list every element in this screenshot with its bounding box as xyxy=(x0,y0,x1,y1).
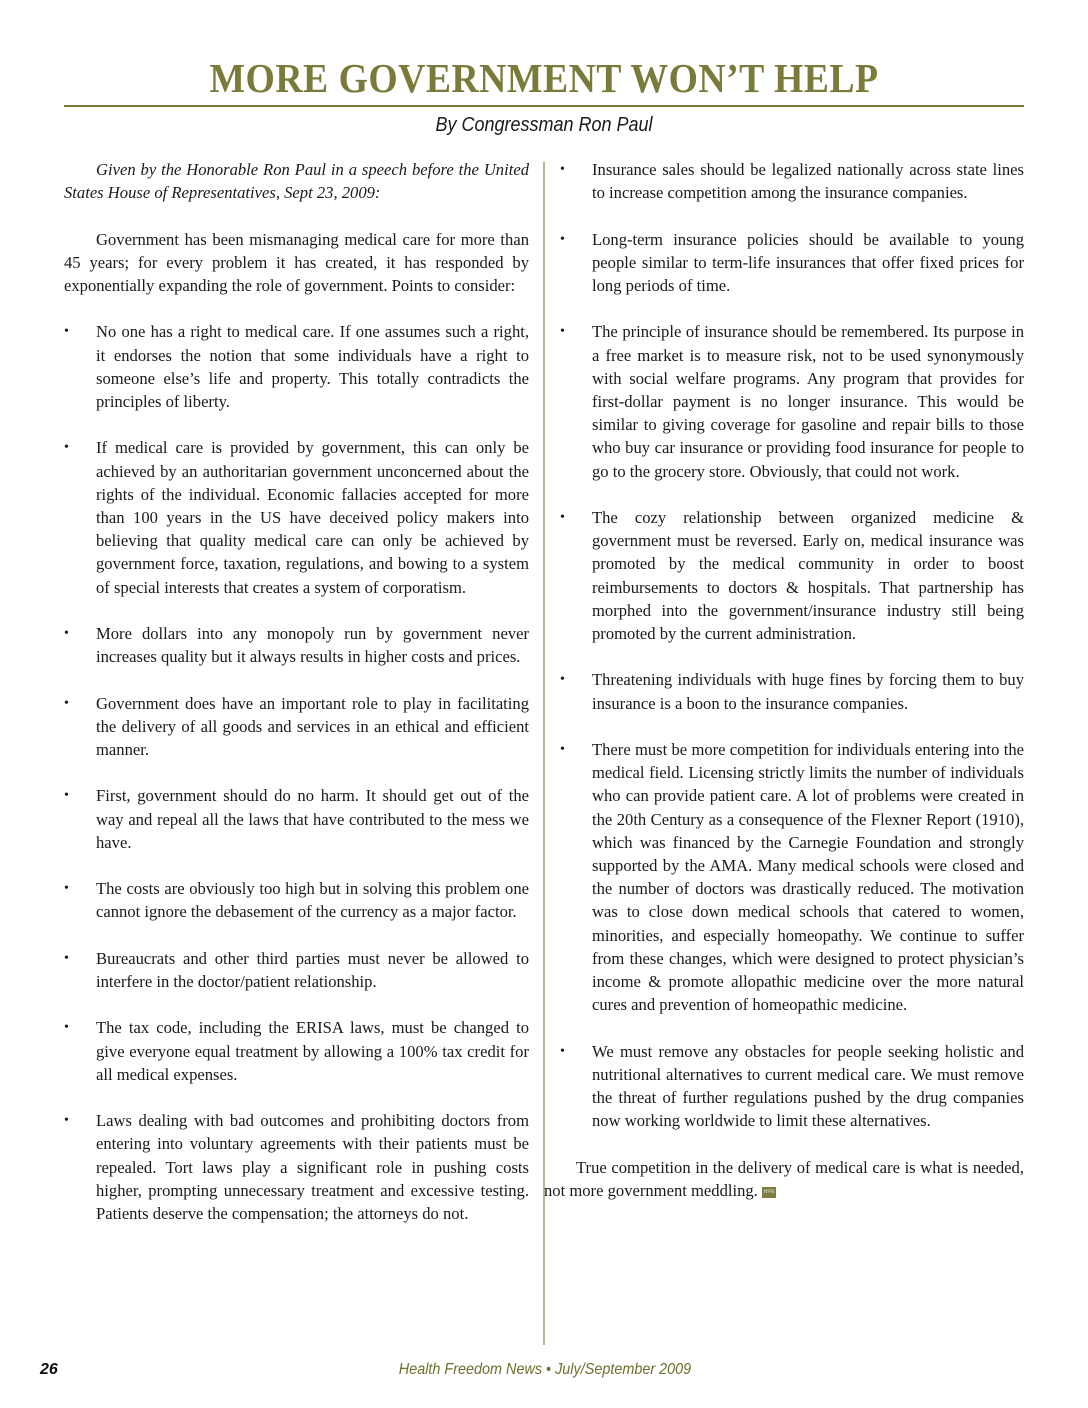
list-item-text: Insurance sales should be legalized nationally across state lines to increase competition among the insurance companies. xyxy=(592,160,1024,203)
list-item-text: The tax code, including the ERISA laws, must be changed to give everyone equal treatment by allowing a 100% tax credit for all medical expenses. xyxy=(96,1018,529,1084)
list-item xyxy=(64,320,529,413)
list-item xyxy=(64,622,529,668)
bullet-icon: • xyxy=(64,695,69,711)
list-item-text: Long-term insurance policies should be available to young people similar to term-life insurances that offer fixed prices for long periods of time. xyxy=(592,229,1024,295)
list-item-text: Laws dealing with bad outcomes and prohibiting doctors from entering into voluntary agreements with their patients must be repealed. Tort laws play a significant role in pushing costs higher, prompting unnecessary treatment and excessive testing. Patients deserve the compensation; the attorneys do not. xyxy=(96,1111,529,1223)
list-item-text: No one has a right to medical care. If one assumes such a right, it endorses the notion that some individuals have a right to someone else’s life and property. This totally contradicts the principles of liberty. xyxy=(96,322,529,411)
list-item xyxy=(64,947,529,993)
list-item xyxy=(560,320,1024,482)
list-item xyxy=(64,436,529,598)
bullet-icon: • xyxy=(560,1043,565,1059)
list-item-text: Government does have an important role to play in facilitating the delivery of all goods and services in an ethical and efficient manner. xyxy=(96,693,529,759)
bullet-icon: • xyxy=(64,788,69,804)
bullet-icon: • xyxy=(64,1020,69,1036)
left-column xyxy=(64,158,529,1248)
list-item-text: The principle of insurance should be remembered. Its purpose in a free market is to measure risk, not to be used synonymously with social welfare programs. Any program that provides for first-dollar payment is no longer insurance. This would be similar to giving coverage for gasoline and repair bills to those who buy car insurance or providing food insurance for people to go to the grocery store. Obviously, that could not work. xyxy=(592,322,1024,481)
list-item xyxy=(560,228,1024,298)
list-item xyxy=(64,784,529,854)
bullet-icon: • xyxy=(64,324,69,340)
list-item xyxy=(64,1109,529,1225)
list-item-text: More dollars into any monopoly run by government never increases quality but it always results in higher costs and prices. xyxy=(96,624,529,667)
list-item xyxy=(560,1040,1024,1133)
article-byline: By Congressman Ron Paul xyxy=(435,114,653,136)
list-item xyxy=(560,738,1024,1016)
bullet-icon: • xyxy=(560,672,565,688)
list-item-text: The costs are obviously too high but in solving this problem one cannot ignore the debasement of the currency as a major factor. xyxy=(96,879,529,922)
list-item-text: The cozy relationship between organized medicine & government must be reversed. Early on, medical insurance was promoted by the medical community in order to boost reimbursements to doctors & hospitals. That partnership has morphed into the government/insurance industry still being promoted by the current administration. xyxy=(592,508,1024,644)
bullet-icon: • xyxy=(64,881,69,897)
list-item xyxy=(64,1016,529,1086)
bullet-icon: • xyxy=(560,510,565,525)
left-bullet-list xyxy=(64,320,529,1225)
intro-paragraph: Given by the Honorable Ron Paul in a speech before the United States House of Representatives, Sept 23, 2009: xyxy=(64,160,529,203)
bullet-icon: • xyxy=(560,162,565,177)
hfn-end-mark-icon: HFN xyxy=(762,1187,776,1198)
list-item-text: Bureaucrats and other third parties must never be allowed to interfere in the doctor/patient relationship. xyxy=(96,948,529,991)
opening-paragraph: Government has been mismanaging medical care for more than 45 years; for every problem it has created, it has responded by exponentially expanding the role of government. Points to consider: xyxy=(64,229,529,295)
list-item-text: There must be more competition for individuals entering into the medical field. Licensing strictly limits the number of individuals who can provide patient care. A lot of problems were created in the 20th Century as a consequence of the Flexner Report (1910), which was financed by the Carnegie Foundation and strongly supported by the AMA. Many medical schools were closed and the number of doctors was drastically reduced. The motivation was to close down medical schools that catered to women, minorities, and especially homeopathy. We continue to suffer from these changes, which were designed to protect physician’s income & promote allopathic medicine over the more natural cures and prevention of homeopathic medicine. xyxy=(592,740,1024,1015)
publication-footer: Health Freedom News • July/September 2009 xyxy=(398,1361,692,1378)
bullet-icon: • xyxy=(64,626,69,641)
right-column xyxy=(544,158,1024,1225)
list-item xyxy=(560,158,1024,204)
page-number: 26 xyxy=(40,1361,58,1378)
title-rule-divider xyxy=(64,105,1024,107)
closing-text: True competition in the delivery of medical care is what is needed, not more government meddling. xyxy=(544,1157,1024,1200)
bullet-icon: • xyxy=(64,950,69,966)
right-bullet-list xyxy=(560,158,1024,1132)
bullet-icon: • xyxy=(64,1113,69,1129)
list-item-text: If medical care is provided by government, this can only be achieved by an authoritarian government unconcerned about the rights of the individual. Economic fallacies accepted for more than 100 years in the US have deceived policy makers into believing that quality medical care can only be achieved by government force, taxation, regulations, and bowing to a system of special interests that creates a system of corporatism. xyxy=(96,438,529,597)
closing-paragraph xyxy=(544,1156,1024,1202)
bullet-icon: • xyxy=(64,440,69,456)
list-item xyxy=(64,692,529,762)
bullet-icon: • xyxy=(560,231,565,247)
list-item xyxy=(560,668,1024,714)
article-title: MORE GOVERNMENT WON’T HELP xyxy=(209,55,879,101)
list-item-text: Threatening individuals with huge fines by forcing them to buy insurance is a boon to the insurance companies. xyxy=(592,670,1024,713)
bullet-icon: • xyxy=(560,742,565,757)
bullet-icon: • xyxy=(560,324,565,340)
list-item xyxy=(64,877,529,923)
list-item-text: First, government should do no harm. It should get out of the way and repeal all the laws that have contributed to the mess we have. xyxy=(96,786,529,852)
list-item xyxy=(560,506,1024,645)
list-item-text: We must remove any obstacles for people seeking holistic and nutritional alternatives to current medical care. We must remove the threat of further regulations pushed by the drug companies now working worldwide to limit these alternatives. xyxy=(592,1041,1024,1131)
